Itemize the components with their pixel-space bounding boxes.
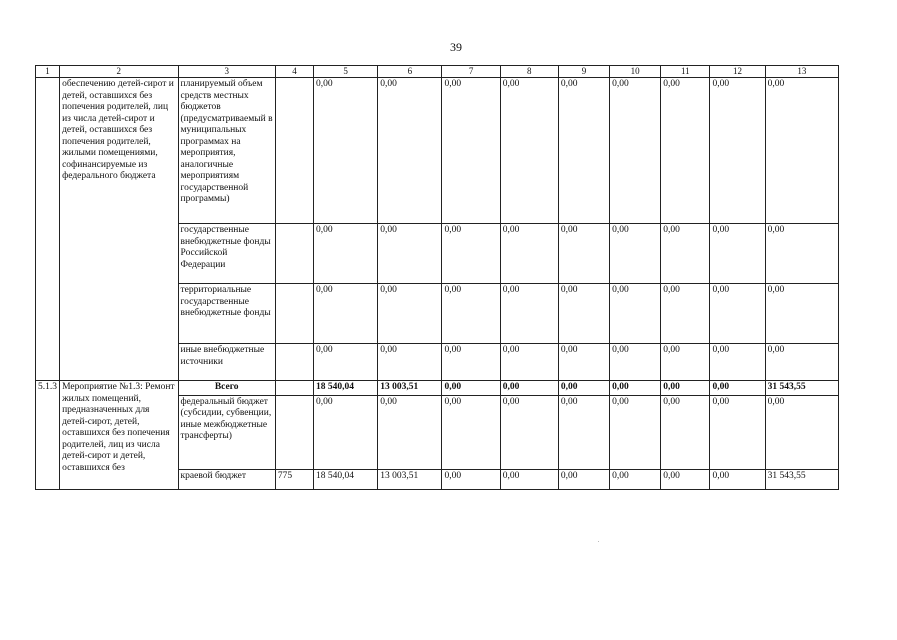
code-cell [275, 344, 313, 381]
value-cell: 0,00 [710, 395, 765, 469]
value-cell: 0,00 [710, 344, 765, 381]
code-cell [275, 224, 313, 284]
value-cell: 0,00 [558, 469, 609, 489]
funding-source-cell: государственные внебюджетные фонды Российской Федерации [178, 224, 275, 284]
funding-source-cell: краевой бюджет [178, 469, 275, 489]
value-cell: 0,00 [500, 344, 558, 381]
value-cell: 0,00 [442, 381, 500, 396]
header-cell: 4 [275, 66, 313, 78]
header-cell: 11 [661, 66, 710, 78]
value-cell: 0,00 [378, 224, 442, 284]
value-cell: 0,00 [500, 395, 558, 469]
value-cell: 0,00 [765, 224, 838, 284]
value-cell: 0,00 [710, 381, 765, 396]
code-cell: 775 [275, 469, 313, 489]
value-cell: 0,00 [314, 344, 378, 381]
value-cell: 18 540,04 [314, 469, 378, 489]
funding-source-cell: иные внебюджетные источники [178, 344, 275, 381]
value-cell: 0,00 [765, 344, 838, 381]
header-cell: 8 [500, 66, 558, 78]
value-cell: 0,00 [314, 224, 378, 284]
value-cell: 0,00 [765, 284, 838, 344]
item-description-cell: Мероприятие №1.3: Ремонт жилых помещений, предназначенных для детей-сирот, детей, оставшихся без попечения родителей, лиц из числа детей-сирот и детей, оставшихся без [60, 381, 178, 490]
value-cell: 0,00 [610, 344, 661, 381]
code-cell [275, 78, 313, 224]
code-cell [275, 395, 313, 469]
value-cell: 0,00 [500, 78, 558, 224]
header-cell: 6 [378, 66, 442, 78]
value-cell: 0,00 [610, 78, 661, 224]
value-cell: 0,00 [710, 284, 765, 344]
value-cell: 31 543,55 [765, 381, 838, 396]
value-cell: 0,00 [765, 78, 838, 224]
value-cell: 0,00 [710, 469, 765, 489]
value-cell: 0,00 [558, 381, 609, 396]
value-cell: 18 540,04 [314, 381, 378, 396]
value-cell: 0,00 [500, 381, 558, 396]
value-cell: 0,00 [610, 284, 661, 344]
value-cell: 0,00 [558, 78, 609, 224]
value-cell: 0,00 [661, 224, 710, 284]
table-row [36, 381, 839, 396]
item-number-cell [36, 78, 60, 381]
value-cell: 0,00 [661, 78, 710, 224]
header-cell: 7 [442, 66, 500, 78]
table-header-row [36, 66, 839, 78]
value-cell: 0,00 [710, 224, 765, 284]
value-cell: 0,00 [314, 78, 378, 224]
value-cell: 0,00 [500, 224, 558, 284]
value-cell: 0,00 [710, 78, 765, 224]
value-cell: 0,00 [442, 224, 500, 284]
header-cell: 10 [610, 66, 661, 78]
value-cell: 0,00 [610, 224, 661, 284]
value-cell: 0,00 [558, 284, 609, 344]
header-cell: 2 [60, 66, 178, 78]
header-cell: 13 [765, 66, 838, 78]
budget-table [35, 65, 839, 490]
value-cell: 0,00 [661, 469, 710, 489]
value-cell: 0,00 [314, 284, 378, 344]
header-cell: 5 [314, 66, 378, 78]
header-cell: 12 [710, 66, 765, 78]
value-cell: 0,00 [442, 344, 500, 381]
value-cell: 0,00 [442, 469, 500, 489]
value-cell: 0,00 [442, 78, 500, 224]
value-cell: 31 543,55 [765, 469, 838, 489]
value-cell: 0,00 [661, 284, 710, 344]
value-cell: 0,00 [661, 381, 710, 396]
scan-speck [598, 541, 599, 542]
code-cell [275, 284, 313, 344]
value-cell: 0,00 [610, 395, 661, 469]
value-cell: 0,00 [500, 284, 558, 344]
funding-source-cell: планируемый объем средств местных бюджетов (предусматриваемый в муниципальных программах на мероприятия, аналогичные мероприятиям государственной программы) [178, 78, 275, 224]
value-cell: 0,00 [558, 344, 609, 381]
value-cell: 0,00 [378, 78, 442, 224]
value-cell: 0,00 [378, 344, 442, 381]
table-row [36, 78, 839, 224]
item-number-cell: 5.1.3 [36, 381, 60, 490]
value-cell: 0,00 [442, 395, 500, 469]
funding-source-cell: Всего [178, 381, 275, 396]
value-cell: 0,00 [558, 395, 609, 469]
value-cell: 13 003,51 [378, 381, 442, 396]
value-cell: 0,00 [500, 469, 558, 489]
item-description-cell: обеспечению детей-сирот и детей, оставшихся без попечения родителей, лиц из числа детей-сирот и детей, оставшихся без попечения родителей, жилыми помещениями, софинансируемые из федерального бюджета [60, 78, 178, 381]
value-cell: 13 003,51 [378, 469, 442, 489]
value-cell: 0,00 [378, 284, 442, 344]
header-cell: 1 [36, 66, 60, 78]
value-cell: 0,00 [610, 381, 661, 396]
page-number: 39 [450, 40, 462, 54]
value-cell: 0,00 [661, 395, 710, 469]
value-cell: 0,00 [314, 395, 378, 469]
value-cell: 0,00 [661, 344, 710, 381]
value-cell: 0,00 [765, 395, 838, 469]
value-cell: 0,00 [442, 284, 500, 344]
header-cell: 9 [558, 66, 609, 78]
header-cell: 3 [178, 66, 275, 78]
value-cell: 0,00 [558, 224, 609, 284]
funding-source-cell: федеральный бюджет (субсидии, субвенции, иные межбюджетные трансферты) [178, 395, 275, 469]
code-cell [275, 381, 313, 396]
funding-source-cell: территориальные государственные внебюджетные фонды [178, 284, 275, 344]
value-cell: 0,00 [378, 395, 442, 469]
value-cell: 0,00 [610, 469, 661, 489]
